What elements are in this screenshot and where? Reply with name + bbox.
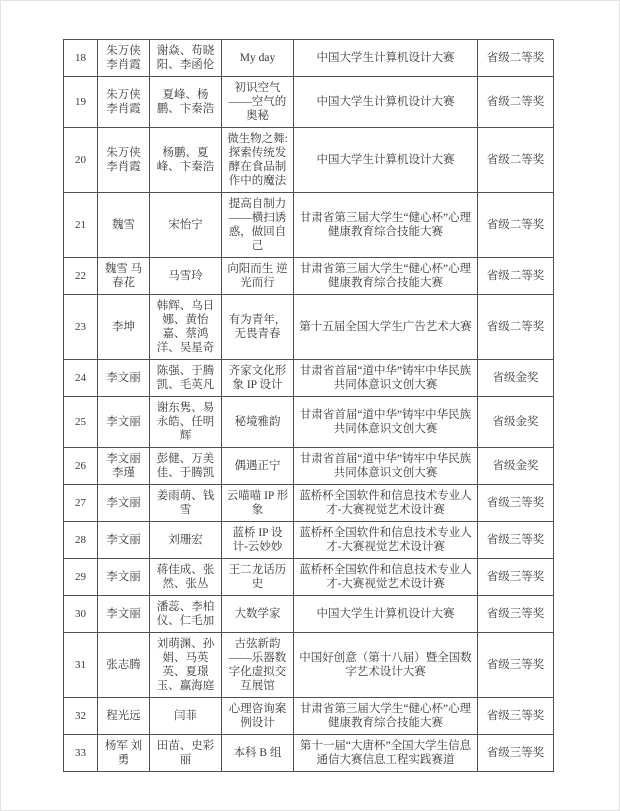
- cell-row-number: 31: [64, 633, 98, 698]
- cell-work-title: 向阳而生 逆光而行: [222, 258, 294, 295]
- cell-competition-name: 蓝桥杯全国软件和信息技术专业人才-大赛视觉艺术设计赛: [294, 559, 478, 596]
- cell-row-number: 19: [64, 77, 98, 128]
- cell-work-title: 大数学家: [222, 596, 294, 633]
- cell-advisor-names: 魏雪 马春花: [98, 258, 150, 295]
- cell-row-number: 21: [64, 193, 98, 258]
- cell-work-title: 王二龙话历史: [222, 559, 294, 596]
- table-row: [64, 397, 554, 448]
- cell-student-names: 陈强、于腾凯、毛英凡: [150, 360, 222, 397]
- cell-competition-name: 甘肃省第三届大学生“健心杯”心理健康教育综合技能大赛: [294, 698, 478, 735]
- table-row: [64, 295, 554, 360]
- cell-student-names: 韩辉、乌日娜、黄怡嘉、蔡鸿洋、吴星奇: [150, 295, 222, 360]
- cell-advisor-names: 李文丽 李瑾: [98, 448, 150, 485]
- cell-row-number: 18: [64, 40, 98, 77]
- cell-award-level: 省级三等奖: [478, 735, 554, 772]
- cell-competition-name: 甘肃省第三届大学生“健心杯”心理健康教育综合技能大赛: [294, 193, 478, 258]
- cell-competition-name: 第十一届“大唐杯”全国大学生信息通信大赛信息工程实践赛道: [294, 735, 478, 772]
- cell-row-number: 30: [64, 596, 98, 633]
- cell-work-title: 蓝桥 IP 设计-云妙妙: [222, 522, 294, 559]
- cell-advisor-names: 李文丽: [98, 360, 150, 397]
- cell-row-number: 25: [64, 397, 98, 448]
- cell-advisor-names: 朱万侠 李肖霞: [98, 128, 150, 193]
- cell-award-level: 省级金奖: [478, 397, 554, 448]
- table-row: [64, 522, 554, 559]
- cell-award-level: 省级三等奖: [478, 633, 554, 698]
- cell-award-level: 省级三等奖: [478, 522, 554, 559]
- cell-student-names: 田苗、史彩丽: [150, 735, 222, 772]
- cell-work-title: 古弦新韵——乐器数字化虚拟交互展馆: [222, 633, 294, 698]
- table-row: [64, 193, 554, 258]
- cell-work-title: 提高自制力——横扫诱惑，做回自己: [222, 193, 294, 258]
- cell-row-number: 23: [64, 295, 98, 360]
- cell-competition-name: 甘肃省首届“道中华”铸牢中华民族共同体意识文创大赛: [294, 360, 478, 397]
- cell-award-level: 省级二等奖: [478, 77, 554, 128]
- cell-student-names: 谢东隽、易永皓、任明辉: [150, 397, 222, 448]
- cell-competition-name: 中国好创意（第十八届）暨全国数字艺术设计大赛: [294, 633, 478, 698]
- cell-row-number: 33: [64, 735, 98, 772]
- cell-competition-name: 中国大学生计算机设计大赛: [294, 596, 478, 633]
- table-row: [64, 360, 554, 397]
- table-row: [64, 40, 554, 77]
- cell-competition-name: 甘肃省首届“道中华”铸牢中华民族共同体意识文创大赛: [294, 448, 478, 485]
- cell-advisor-names: 杨军 刘勇: [98, 735, 150, 772]
- cell-advisor-names: 李文丽: [98, 522, 150, 559]
- cell-row-number: 29: [64, 559, 98, 596]
- cell-work-title: 云喵喵 IP 形象: [222, 485, 294, 522]
- cell-row-number: 27: [64, 485, 98, 522]
- cell-student-names: 马雪玲: [150, 258, 222, 295]
- cell-advisor-names: 程光远: [98, 698, 150, 735]
- table-row: [64, 735, 554, 772]
- table-row: [64, 698, 554, 735]
- cell-award-level: 省级三等奖: [478, 596, 554, 633]
- awards-table: [63, 39, 554, 772]
- cell-advisor-names: 朱万侠 李肖霞: [98, 40, 150, 77]
- table-row: [64, 258, 554, 295]
- cell-advisor-names: 张志腾: [98, 633, 150, 698]
- cell-student-names: 潘蕊、李柏仪、仁毛加: [150, 596, 222, 633]
- cell-award-level: 省级三等奖: [478, 559, 554, 596]
- cell-competition-name: 第十五届全国大学生广告艺术大赛: [294, 295, 478, 360]
- cell-competition-name: 中国大学生计算机设计大赛: [294, 77, 478, 128]
- cell-student-names: 刘萌渊、孙娟、马英英、夏璟玉、赢海庭: [150, 633, 222, 698]
- cell-advisor-names: 李文丽: [98, 485, 150, 522]
- table-row: [64, 77, 554, 128]
- cell-row-number: 26: [64, 448, 98, 485]
- cell-student-names: 姜雨萌、钱雪: [150, 485, 222, 522]
- cell-student-names: 闫菲: [150, 698, 222, 735]
- cell-work-title: 本科 B 组: [222, 735, 294, 772]
- cell-advisor-names: 李文丽: [98, 559, 150, 596]
- cell-award-level: 省级二等奖: [478, 40, 554, 77]
- table-row: [64, 633, 554, 698]
- cell-award-level: 省级金奖: [478, 448, 554, 485]
- cell-award-level: 省级二等奖: [478, 258, 554, 295]
- cell-student-names: 彭健、万美佳、于腾凯: [150, 448, 222, 485]
- cell-student-names: 蒋佳成、张然、张丛: [150, 559, 222, 596]
- cell-competition-name: 蓝桥杯全国软件和信息技术专业人才-大赛视觉艺术设计赛: [294, 522, 478, 559]
- cell-row-number: 24: [64, 360, 98, 397]
- cell-work-title: 有为青年，无畏青春: [222, 295, 294, 360]
- cell-work-title: 微生物之舞:探索传统发酵在食品制作中的魔法: [222, 128, 294, 193]
- cell-award-level: 省级金奖: [478, 360, 554, 397]
- cell-award-level: 省级三等奖: [478, 485, 554, 522]
- table-row: [64, 559, 554, 596]
- cell-work-title: 偶遇正宁: [222, 448, 294, 485]
- cell-advisor-names: 李坤: [98, 295, 150, 360]
- cell-advisor-names: 魏雪: [98, 193, 150, 258]
- cell-competition-name: 甘肃省首届“道中华”铸牢中华民族共同体意识文创大赛: [294, 397, 478, 448]
- cell-work-title: 初识空气——空气的奥秘: [222, 77, 294, 128]
- cell-award-level: 省级二等奖: [478, 193, 554, 258]
- cell-row-number: 22: [64, 258, 98, 295]
- cell-work-title: 秘境雅韵: [222, 397, 294, 448]
- cell-work-title: 心理咨询案例设计: [222, 698, 294, 735]
- cell-competition-name: 中国大学生计算机设计大赛: [294, 40, 478, 77]
- cell-student-names: 宋怡宁: [150, 193, 222, 258]
- cell-student-names: 夏峰、杨鹏、卞秦浩: [150, 77, 222, 128]
- table-row: [64, 596, 554, 633]
- table-row: [64, 448, 554, 485]
- cell-row-number: 20: [64, 128, 98, 193]
- cell-award-level: 省级二等奖: [478, 128, 554, 193]
- cell-row-number: 32: [64, 698, 98, 735]
- cell-student-names: 杨鹏、夏峰、卞秦浩: [150, 128, 222, 193]
- cell-student-names: 谢焱、苟晓阳、李函伦: [150, 40, 222, 77]
- cell-work-title: My day: [222, 40, 294, 77]
- cell-award-level: 省级二等奖: [478, 295, 554, 360]
- table-row: [64, 485, 554, 522]
- cell-advisor-names: 朱万侠 李肖霞: [98, 77, 150, 128]
- cell-advisor-names: 李文丽: [98, 596, 150, 633]
- cell-award-level: 省级三等奖: [478, 698, 554, 735]
- cell-competition-name: 蓝桥杯全国软件和信息技术专业人才-大赛视觉艺术设计赛: [294, 485, 478, 522]
- cell-advisor-names: 李文丽: [98, 397, 150, 448]
- cell-row-number: 28: [64, 522, 98, 559]
- cell-student-names: 刘珊宏: [150, 522, 222, 559]
- cell-competition-name: 甘肃省第三届大学生“健心杯”心理健康教育综合技能大赛: [294, 258, 478, 295]
- table-row: [64, 128, 554, 193]
- awards-table-body: [64, 40, 554, 772]
- cell-competition-name: 中国大学生计算机设计大赛: [294, 128, 478, 193]
- cell-work-title: 齐家文化形象 IP 设计: [222, 360, 294, 397]
